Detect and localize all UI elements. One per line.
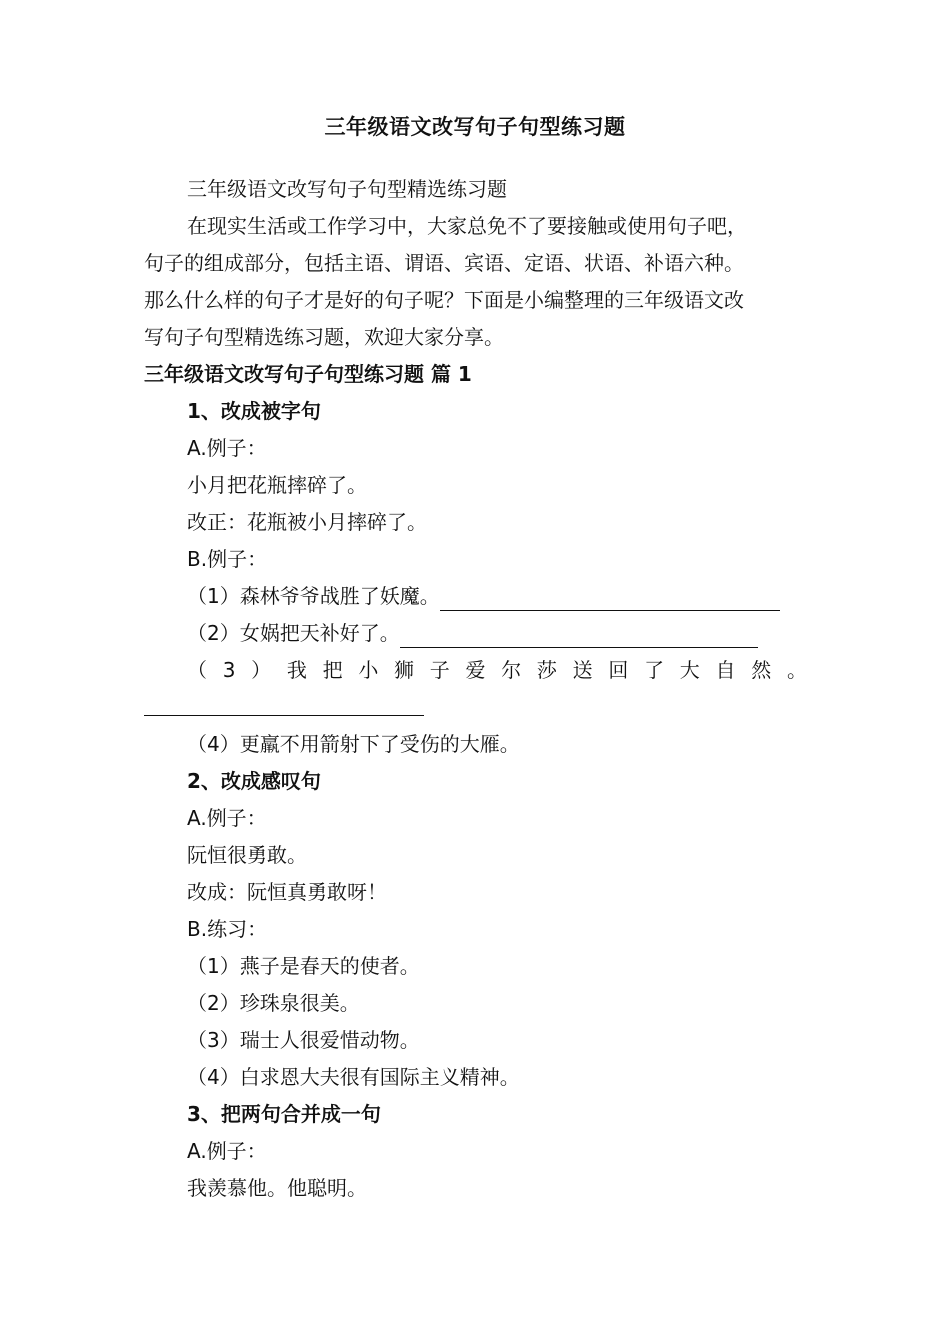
part1-a-label: A.例子：	[187, 436, 267, 460]
answer-blank[interactable]	[400, 625, 758, 648]
part1-question-3-char: 送	[572, 658, 593, 682]
part1-question-3-char: 然	[751, 658, 772, 682]
part1-question-3-char: 爱	[465, 658, 486, 682]
part1-question-4: （4）更羸不用箭射下了受伤的大雁。	[187, 732, 520, 756]
part1-question-3-char: 小	[358, 658, 379, 682]
part3-a-label: A.例子：	[187, 1139, 267, 1163]
part1-question-3-char: 狮	[394, 658, 415, 682]
part1-question-3-char: 大	[679, 658, 700, 682]
part1-question-3	[187, 655, 807, 685]
part2-question-2: （2）珍珠泉很美。	[187, 991, 360, 1015]
section-heading: 三年级语文改写句子句型练习题 篇 1	[144, 362, 472, 386]
part1-heading: 1、改成被字句	[187, 399, 321, 423]
part1-question-3-char: 子	[429, 658, 450, 682]
intro-line-2: 句子的组成部分，包括主语、谓语、宾语、定语、状语、补语六种。	[144, 251, 744, 275]
part1-question-2	[187, 618, 758, 648]
part1-question-3-char: ）	[251, 658, 272, 682]
part2-a-label: A.例子：	[187, 806, 267, 830]
part2-b-label: B.练习：	[187, 917, 268, 941]
intro-line-3: 那么什么样的句子才是好的句子呢？下面是小编整理的三年级语文改	[144, 288, 744, 312]
part3-heading: 3、把两句合并成一句	[187, 1102, 381, 1126]
intro-line-1: 在现实生活或工作学习中，大家总免不了要接触或使用句子吧，	[187, 214, 747, 238]
part2-question-1: （1）燕子是春天的使者。	[187, 954, 420, 978]
part1-question-3-char: （	[187, 658, 207, 682]
part3-a-example: 我羡慕他。他聪明。	[187, 1176, 367, 1200]
part1-question-3-char: 3	[222, 658, 236, 682]
part1-question-3-char: 。	[786, 658, 807, 682]
part1-question-3-char: 自	[715, 658, 736, 682]
part2-question-4: （4）白求恩大夫很有国际主义精神。	[187, 1065, 520, 1089]
part2-question-3: （3）瑞士人很爱惜动物。	[187, 1028, 420, 1052]
part1-question-3-char: 尔	[501, 658, 522, 682]
document-title: 三年级语文改写句子句型练习题	[324, 115, 626, 139]
part2-a-example: 阮恒很勇敢。	[187, 843, 307, 867]
part1-question-3-char: 了	[644, 658, 665, 682]
part1-a-example: 小月把花瓶摔碎了。	[187, 473, 367, 497]
document-subtitle: 三年级语文改写句子句型精选练习题	[187, 177, 507, 201]
part2-a-answer: 改成：阮恒真勇敢呀！	[187, 880, 387, 904]
intro-line-4: 写句子句型精选练习题，欢迎大家分享。	[144, 325, 504, 349]
part1-b-label: B.例子：	[187, 547, 268, 571]
answer-blank[interactable]	[144, 715, 424, 716]
part1-question-3-char: 回	[608, 658, 629, 682]
part1-question-3-char: 莎	[536, 658, 557, 682]
part1-question-1-text: （1）森林爷爷战胜了妖魔。	[187, 584, 440, 608]
part1-question-3-char: 把	[322, 658, 343, 682]
part1-a-answer: 改正：花瓶被小月摔碎了。	[187, 510, 427, 534]
part1-question-1	[187, 581, 780, 611]
answer-blank[interactable]	[440, 588, 780, 611]
part1-question-3-char: 我	[286, 658, 307, 682]
part2-heading: 2、改成感叹句	[187, 769, 321, 793]
part1-question-2-text: （2）女娲把天补好了。	[187, 621, 400, 645]
